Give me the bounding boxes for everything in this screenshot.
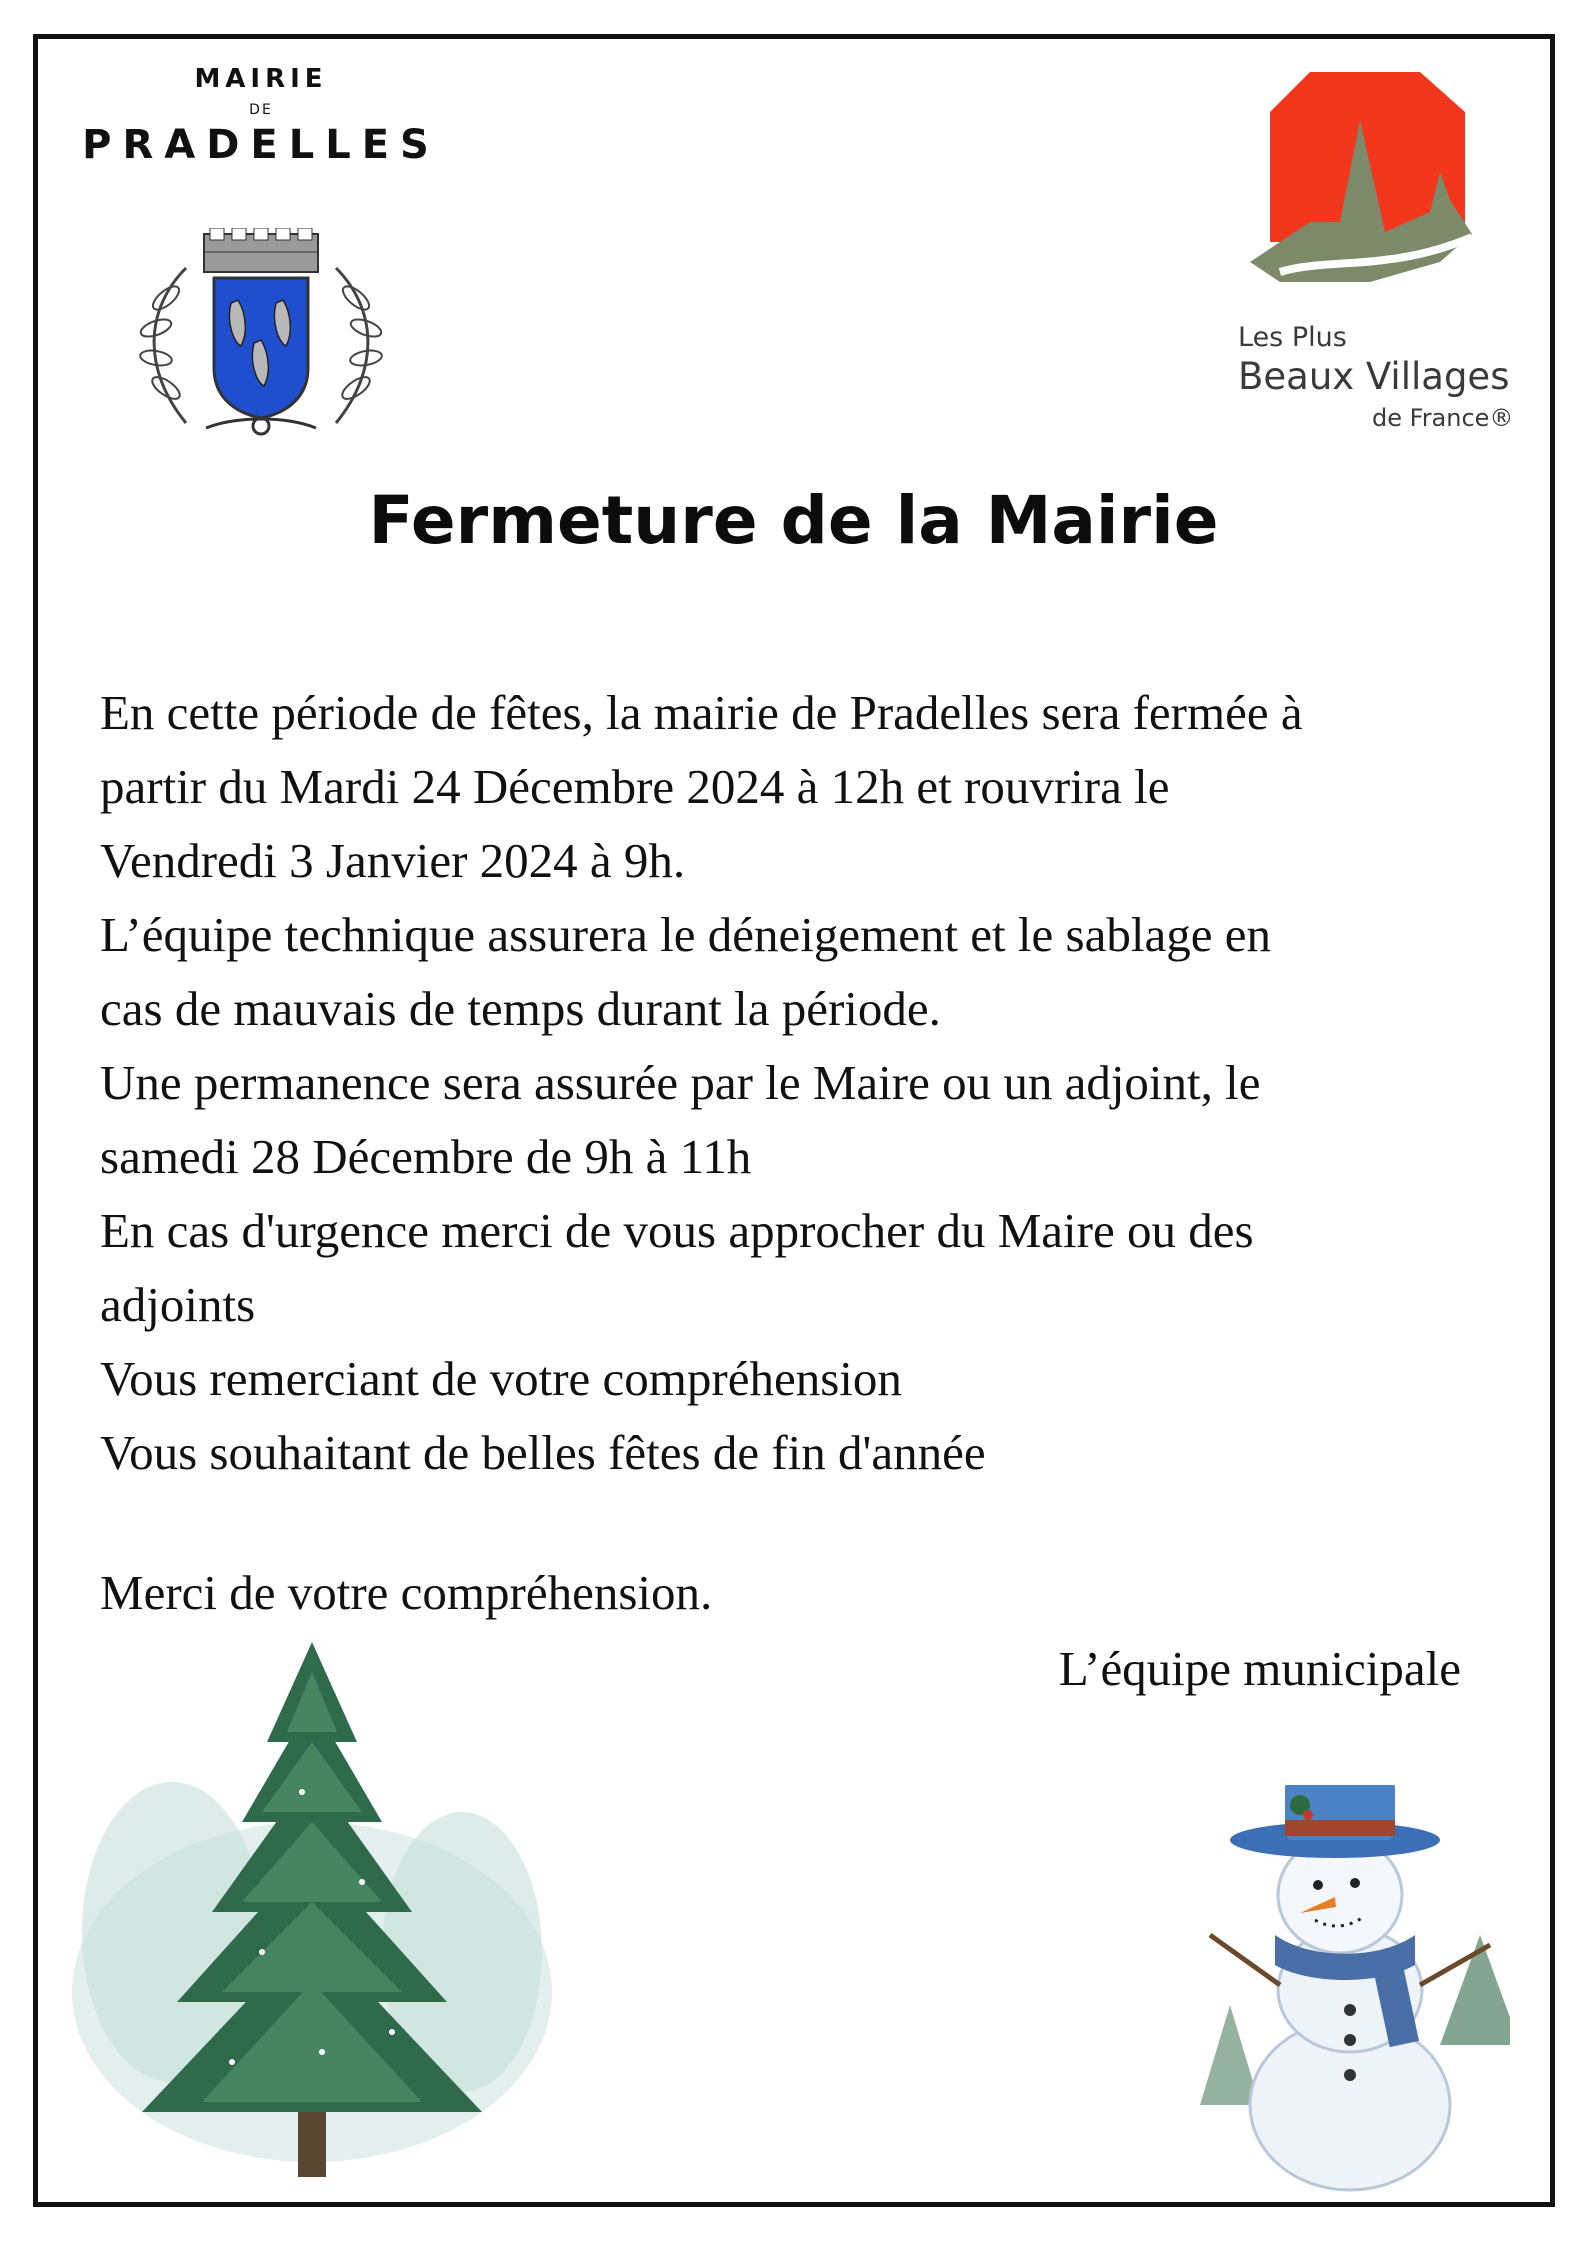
plus-beaux-villages-logo: [1220, 72, 1520, 442]
notice-body: [100, 676, 1520, 1490]
notice-line: Une permanence sera assurée par le Maire ou un adjoint, le: [100, 1055, 1261, 1110]
mairie-de-label: DE: [249, 102, 273, 118]
notice-line: Vous remerciant de votre compréhension: [100, 1351, 902, 1406]
label-line-3: de France®: [1372, 404, 1514, 432]
coat-of-arms-icon: [126, 228, 396, 448]
notice-line: Vendredi 3 Janvier 2024 à 9h.: [100, 833, 686, 888]
signature: L’équipe municipale: [1058, 1641, 1461, 1696]
mairie-label: MAIRIE: [194, 64, 328, 94]
notice-line: En cas d'urgence merci de vous approcher du Maire ou des: [100, 1203, 1254, 1258]
notice-line: cas de mauvais de temps durant la période.: [100, 981, 941, 1036]
snowman-icon: [1190, 1785, 1510, 2195]
label-line-1: Les Plus: [1238, 322, 1347, 353]
notice-line: Vous souhaitant de belles fêtes de fin d'année: [100, 1425, 986, 1480]
notice-line: L’équipe technique assurera le déneigement et le sablage en: [100, 907, 1271, 962]
town-name: PRADELLES: [82, 122, 440, 168]
notice-title: Fermeture de la Mairie: [368, 482, 1219, 559]
notice-line: partir du Mardi 24 Décembre 2024 à 12h et rouvrira le: [100, 759, 1170, 814]
christmas-tree-icon: [62, 1632, 562, 2192]
notice-line: adjoints: [100, 1277, 256, 1332]
village-logo-icon: [1240, 72, 1490, 322]
notice-line: samedi 28 Décembre de 9h à 11h: [100, 1129, 752, 1184]
notice-line: En cette période de fêtes, la mairie de Pradelles sera fermée à: [100, 685, 1303, 740]
label-line-2: Beaux Villages: [1238, 355, 1510, 398]
closing-text: Merci de votre compréhension.: [100, 1565, 713, 1620]
mairie-header: [66, 64, 456, 168]
